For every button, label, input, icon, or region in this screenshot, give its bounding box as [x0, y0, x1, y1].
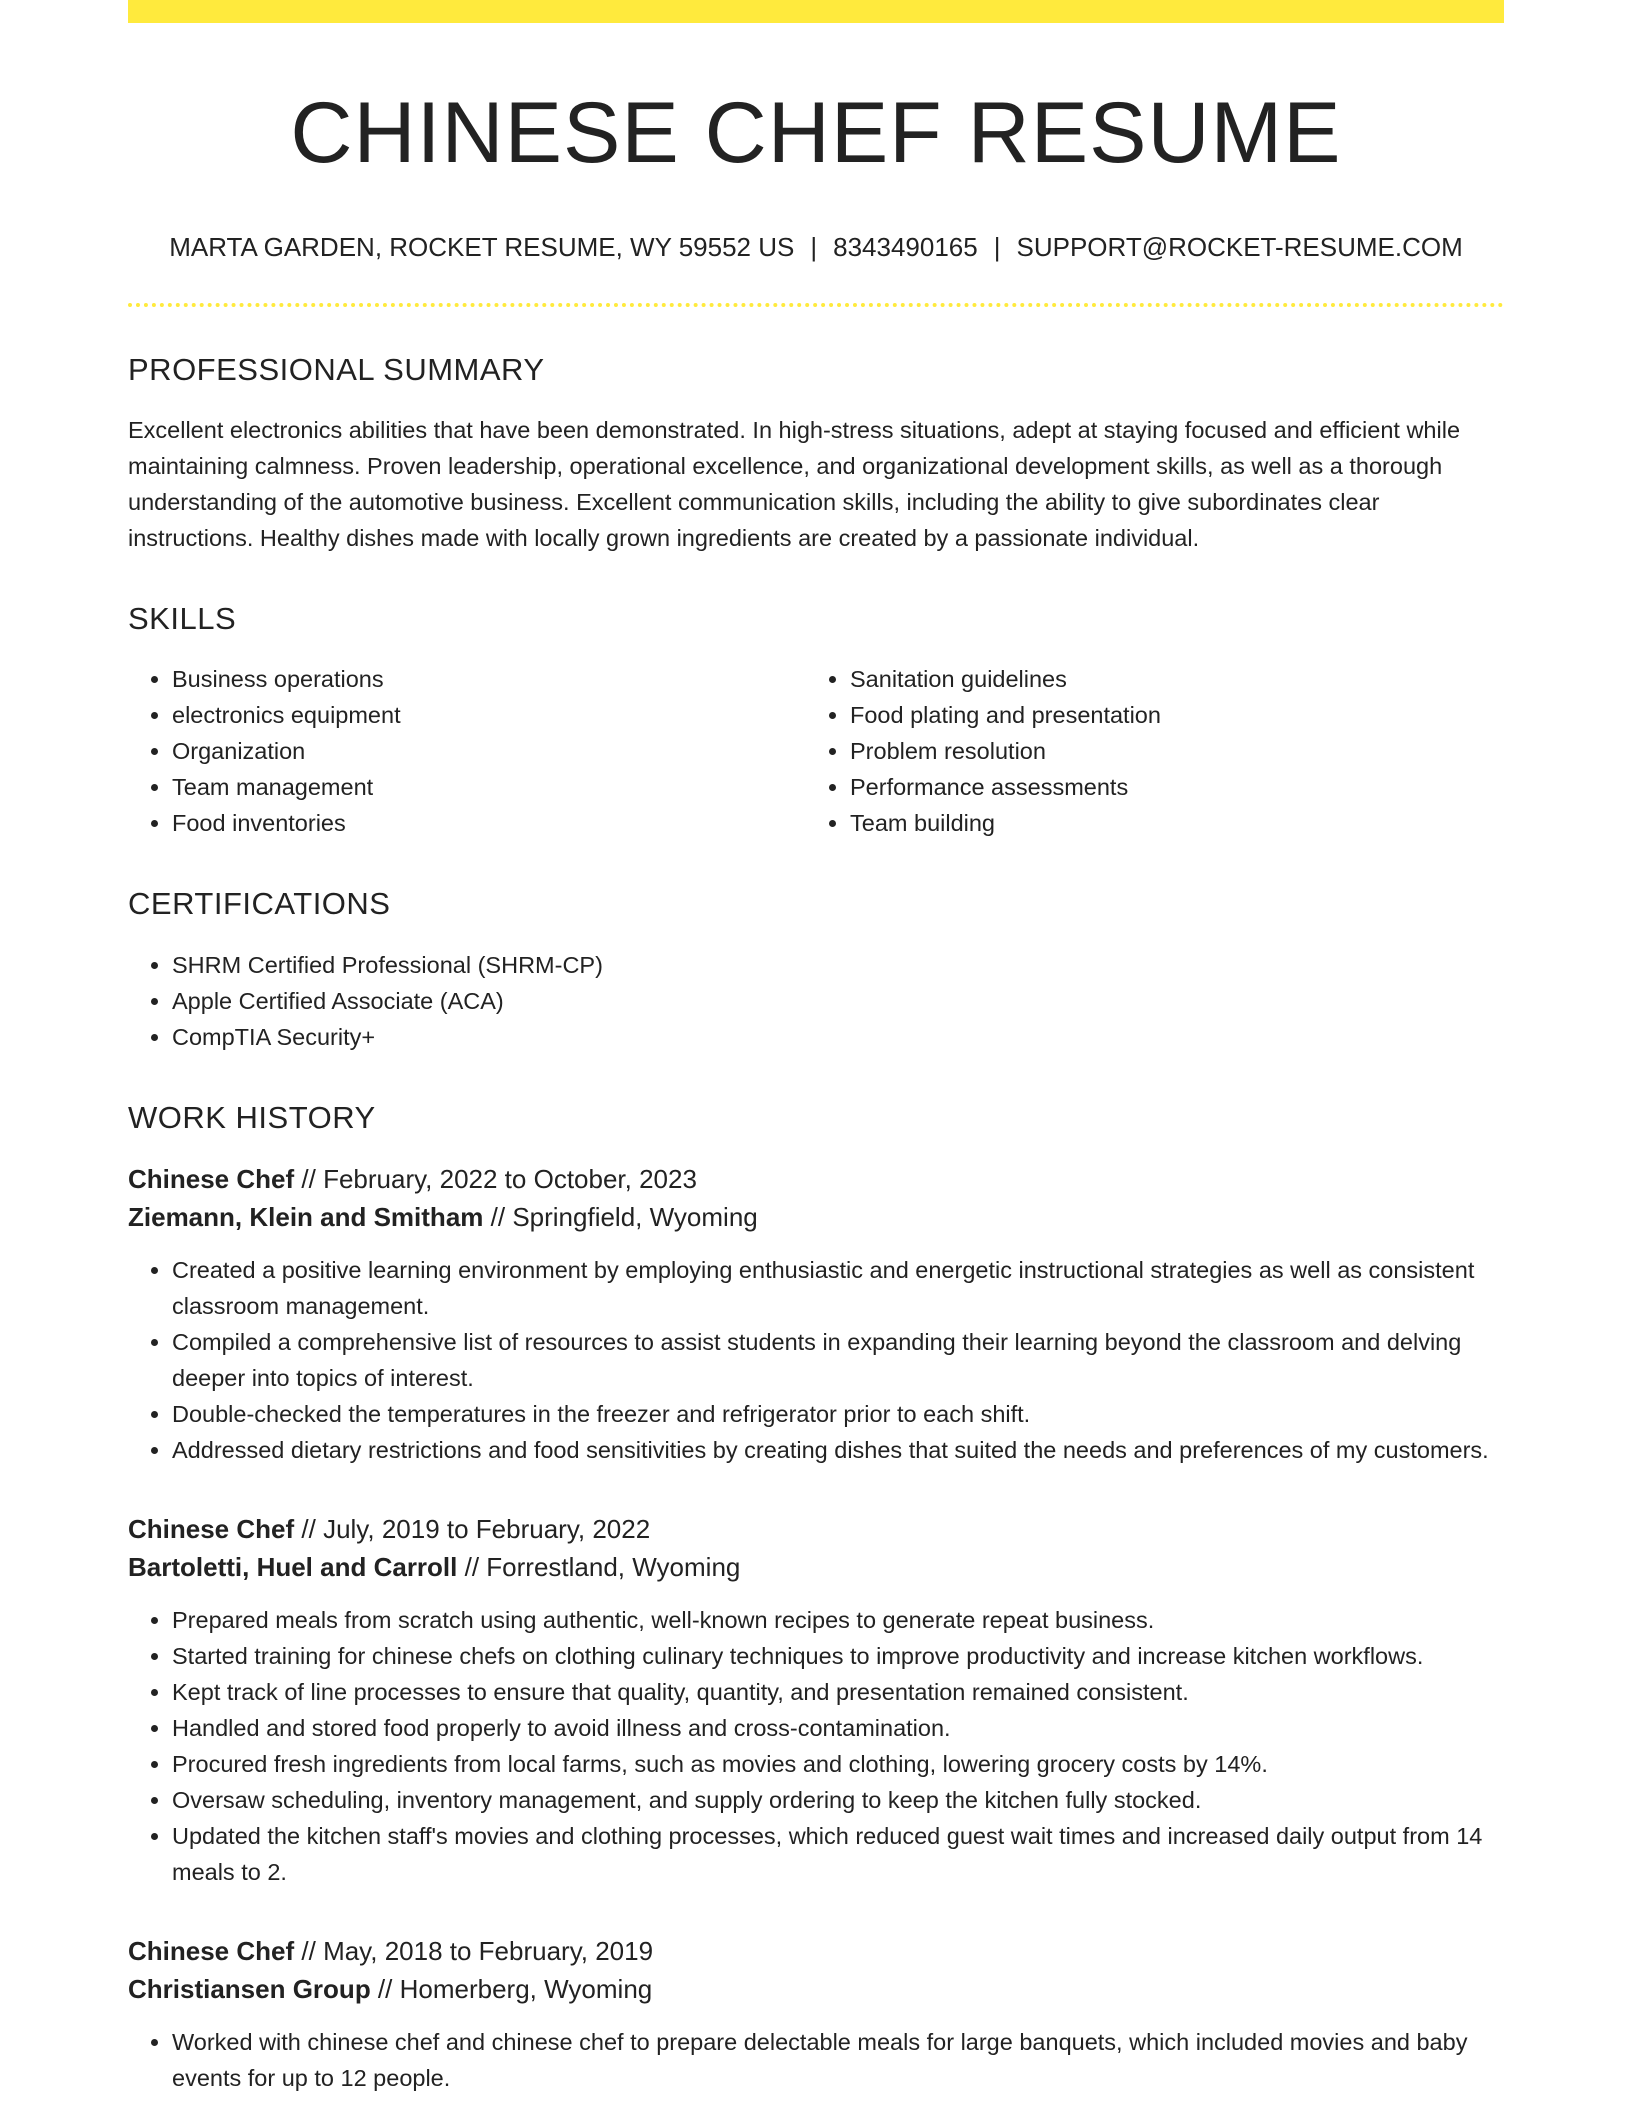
job-bullet: • Double-checked the temperatures in the freezer and refrigerator prior to each shift.: [172, 1396, 1504, 1432]
certifications-list: [128, 947, 1504, 1055]
skills-column-right: [806, 661, 1484, 841]
skill-item: • electronics equipment: [172, 697, 806, 733]
skill-item: • Organization: [172, 733, 806, 769]
job-title: Chinese Chef: [128, 1163, 295, 1194]
header-divider: [128, 303, 1504, 307]
job-entry: [128, 1160, 1504, 1468]
skill-item: • Food inventories: [172, 805, 806, 841]
job-bullet: • Worked with chinese chef and chinese chef to prepare delectable meals for large banquets, which included movies and baby events for up to 12 people.: [172, 2024, 1504, 2096]
job-entry: [128, 1932, 1504, 2096]
skill-item: • Business operations: [172, 661, 806, 697]
contact-email: SUPPORT@ROCKET-RESUME.COM: [1016, 232, 1463, 263]
job-bullets: [128, 2024, 1504, 2096]
job-bullet: • Prepared meals from scratch using authentic, well-known recipes to generate repeat business.: [172, 1602, 1504, 1638]
job-bullet: • Compiled a comprehensive list of resources to assist students in expanding their learning beyond the classroom and delving deeper into topics of interest.: [172, 1324, 1504, 1396]
job-title-line: [128, 1510, 1504, 1548]
job-location: Homerberg, Wyoming: [399, 1973, 653, 2004]
skills-heading: SKILLS: [128, 601, 237, 637]
skill-item: • Team building: [850, 805, 1484, 841]
job-dates: May, 2018 to February, 2019: [323, 1935, 654, 1966]
resume-page: [128, 0, 1504, 2096]
work-history-list: [128, 1160, 1504, 2096]
certifications-heading: CERTIFICATIONS: [128, 886, 391, 922]
job-separator: //: [294, 1513, 324, 1544]
job-company: Bartoletti, Huel and Carroll: [128, 1551, 458, 1582]
contact-address: MARTA GARDEN, ROCKET RESUME, WY 59552 US: [169, 232, 795, 263]
job-title-line: [128, 1160, 1504, 1198]
contact-separator: |: [993, 232, 1001, 263]
work-history-heading: WORK HISTORY: [128, 1099, 376, 1135]
skill-item: • Performance assessments: [850, 769, 1484, 805]
job-company-line: [128, 1970, 1504, 2008]
job-separator: //: [294, 1935, 324, 1966]
skills-column-left: [128, 661, 806, 841]
job-bullets: [128, 1252, 1504, 1468]
job-bullet: • Started training for chinese chefs on clothing culinary techniques to improve productivity and increase kitchen workflows.: [172, 1638, 1504, 1674]
job-location: Springfield, Wyoming: [512, 1201, 758, 1232]
contact-line: [128, 231, 1504, 265]
contact-phone: 8343490165: [833, 232, 978, 263]
job-bullet: • Procured fresh ingredients from local farms, such as movies and clothing, lowering grocery costs by 14%.: [172, 1746, 1504, 1782]
skill-item: • Team management: [172, 769, 806, 805]
job-title-line: [128, 1932, 1504, 1970]
job-dates: February, 2022 to October, 2023: [323, 1163, 697, 1194]
job-title: Chinese Chef: [128, 1935, 295, 1966]
job-company: Christiansen Group: [128, 1973, 371, 2004]
job-separator: //: [483, 1201, 513, 1232]
contact-separator: |: [810, 232, 818, 263]
job-separator: //: [370, 1973, 400, 2004]
job-bullet: • Updated the kitchen staff's movies and clothing processes, which reduced guest wait times and increased daily output from 14 meals to 2.: [172, 1818, 1504, 1890]
job-bullet: • Handled and stored food properly to avoid illness and cross-contamination.: [172, 1710, 1504, 1746]
job-company: Ziemann, Klein and Smitham: [128, 1201, 484, 1232]
job-bullets: [128, 1602, 1504, 1890]
top-accent-bar: [128, 0, 1504, 23]
job-entry: [128, 1510, 1504, 1890]
job-company-line: [128, 1548, 1504, 1586]
job-dates: July, 2019 to February, 2022: [323, 1513, 651, 1544]
skill-item: • Food plating and presentation: [850, 697, 1484, 733]
skill-item: • Sanitation guidelines: [850, 661, 1484, 697]
job-location: Forrestland, Wyoming: [486, 1551, 741, 1582]
summary-text: Excellent electronics abilities that have been demonstrated. In high-stress situations, adept at staying focused and efficient while maintaining calmness. Proven leadership, operational excellence, and organizational development skills, as well as a thorough understanding of the automotive business. Excellent communication skills, including the ability to give subordinates clear instructions. Healthy dishes made with locally grown ingredients are created by a passionate individual.: [128, 417, 1461, 552]
certification-item: • SHRM Certified Professional (SHRM-CP): [172, 947, 1504, 983]
skills-list: [128, 661, 1504, 841]
job-company-line: [128, 1198, 1504, 1236]
summary-heading: PROFESSIONAL SUMMARY: [128, 351, 545, 387]
job-separator: //: [457, 1551, 487, 1582]
certification-item: • CompTIA Security+: [172, 1019, 1504, 1055]
job-bullet: • Kept track of line processes to ensure that quality, quantity, and presentation remained consistent.: [172, 1674, 1504, 1710]
certification-item: • Apple Certified Associate (ACA): [172, 983, 1504, 1019]
job-separator: //: [294, 1163, 324, 1194]
job-title: Chinese Chef: [128, 1513, 295, 1544]
job-bullet: • Created a positive learning environment by employing enthusiastic and energetic instructional strategies as well as consistent classroom management.: [172, 1252, 1504, 1324]
skill-item: • Problem resolution: [850, 733, 1484, 769]
resume-title: CHINESE CHEF RESUME: [290, 85, 1342, 181]
job-bullet: • Oversaw scheduling, inventory management, and supply ordering to keep the kitchen fully stocked.: [172, 1782, 1504, 1818]
job-bullet: • Addressed dietary restrictions and food sensitivities by creating dishes that suited the needs and preferences of my customers.: [172, 1432, 1504, 1468]
